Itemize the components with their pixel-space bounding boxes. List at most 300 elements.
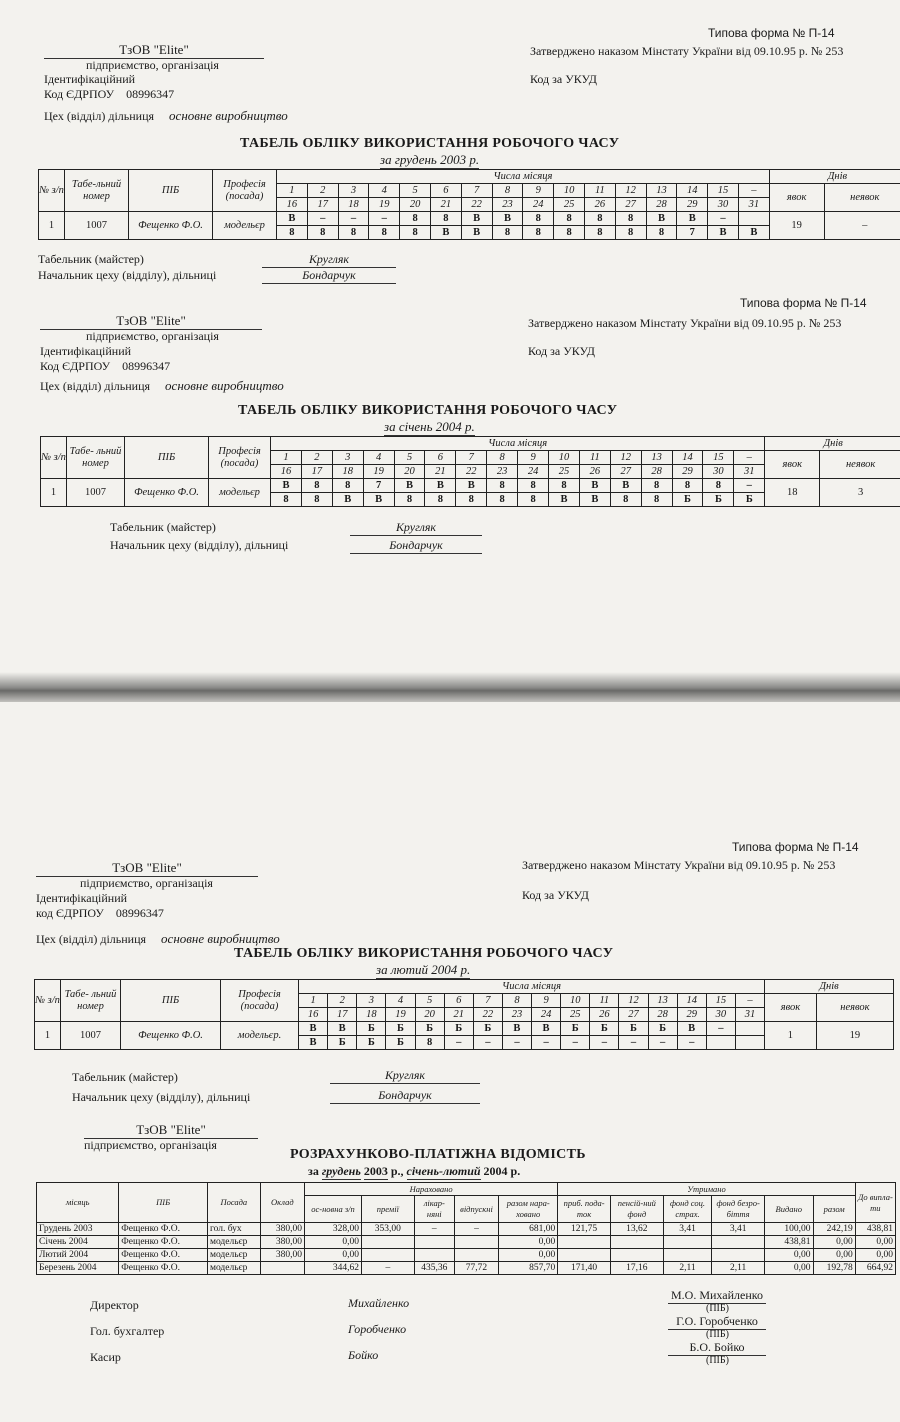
cell-total: 0,00 <box>499 1249 558 1262</box>
col-prof: Професія (посада) <box>213 170 277 212</box>
day-mark: – <box>561 1036 590 1050</box>
cell-tab: 1007 <box>65 212 129 240</box>
day-mark: Б <box>590 1022 619 1036</box>
cell-social: 3,41 <box>663 1223 712 1236</box>
dept-line <box>44 108 288 124</box>
approval-text: Затверджено наказом Мінстату України від 09.10.95 р. № 253 <box>522 858 836 872</box>
day-mark: Б <box>734 493 765 507</box>
cell-position: модельєр <box>207 1236 260 1249</box>
day-num: 31 <box>735 1008 764 1022</box>
period-month1: грудень <box>321 1164 361 1178</box>
day-num: 16 <box>277 198 308 212</box>
signer-role: Гол. бухгалтер <box>90 1324 165 1338</box>
employee-row <box>41 479 900 493</box>
day-num: 5 <box>394 451 425 465</box>
day-num: 27 <box>610 465 641 479</box>
day-mark: Б <box>415 1022 444 1036</box>
cell-position: модельєр <box>207 1249 260 1262</box>
cell-name: Фещенко Ф.О. <box>129 212 213 240</box>
day-num: 24 <box>523 198 554 212</box>
day-mark: 8 <box>277 226 308 240</box>
payroll-row <box>37 1236 896 1249</box>
cell-total: 857,70 <box>499 1262 558 1275</box>
cell-withheld: 0,00 <box>813 1249 855 1262</box>
day-mark: – <box>338 212 369 226</box>
day-mark: В <box>277 212 308 226</box>
approval-text: Затверджено наказом Мінстату України від 09.10.95 р. № 253 <box>528 316 842 330</box>
period-prefix: за <box>308 1164 319 1178</box>
col-unemp: фонд безро-біття <box>712 1196 765 1223</box>
day-mark: Б <box>561 1022 590 1036</box>
cell-name: Фещенко Ф.О. <box>119 1249 208 1262</box>
cell-unemp: 2,11 <box>712 1262 765 1275</box>
cell-total: 681,00 <box>499 1223 558 1236</box>
day-num: 10 <box>554 184 585 198</box>
col-days: Днів <box>765 980 894 994</box>
day-mark: – <box>590 1036 619 1050</box>
day-mark: – <box>369 212 400 226</box>
employee-row <box>35 1022 894 1036</box>
day-mark: 8 <box>400 212 431 226</box>
cell-unemp <box>712 1249 765 1262</box>
day-num: 9 <box>523 184 554 198</box>
day-num: 22 <box>473 1008 502 1022</box>
day-num: 20 <box>415 1008 444 1022</box>
cell-pension: 13,62 <box>610 1223 663 1236</box>
payroll-row <box>37 1249 896 1262</box>
chief-label: Начальник цеху (відділу), дільниці <box>110 538 289 552</box>
cell-name: Фещенко Ф.О. <box>119 1262 208 1275</box>
day-num: 3 <box>332 451 363 465</box>
day-mark: – <box>619 1036 648 1050</box>
day-mark: 8 <box>549 479 580 493</box>
col-days-month: Числа місяця <box>299 980 765 994</box>
cell-sick: – <box>414 1223 454 1236</box>
cell-present: 19 <box>769 212 824 240</box>
edrpou-line <box>40 359 170 374</box>
col-withheld: Утримано <box>558 1183 856 1196</box>
payroll-period <box>308 1164 520 1180</box>
day-mark <box>706 1036 735 1050</box>
day-mark: В <box>492 212 523 226</box>
day-mark: В <box>677 1022 706 1036</box>
day-mark <box>735 1036 764 1050</box>
payroll-row <box>37 1223 896 1236</box>
col-tab: Табе- льний номер <box>67 437 125 479</box>
cell-present: 18 <box>765 479 820 507</box>
col-days: Днів <box>765 437 900 451</box>
timekeeper-signature: Кругляк <box>262 252 396 268</box>
day-num: 26 <box>579 465 610 479</box>
cell-unemp: 3,41 <box>712 1223 765 1236</box>
cell-withheld: 192,78 <box>813 1262 855 1275</box>
day-num: 26 <box>590 1008 619 1022</box>
day-mark: 8 <box>430 212 461 226</box>
col-to-pay: До випла-ти <box>855 1183 895 1223</box>
chief-signature: Бондарчук <box>262 268 396 284</box>
day-mark: В <box>579 479 610 493</box>
day-num: 1 <box>271 451 302 465</box>
day-mark: – <box>502 1036 531 1050</box>
day-num: 3 <box>338 184 369 198</box>
day-num: 18 <box>338 198 369 212</box>
day-num: 4 <box>386 994 415 1008</box>
day-num: 19 <box>369 198 400 212</box>
dept-label: Цех (відділ) дільниця <box>40 379 151 393</box>
payroll-header-1 <box>37 1183 896 1196</box>
cell-month: Березень 2004 <box>37 1262 119 1275</box>
col-present: явок <box>769 184 824 212</box>
day-num: 10 <box>561 994 590 1008</box>
col-num: № з/п <box>39 170 65 212</box>
employee-row <box>39 212 900 226</box>
col-sick: лікар-няні <box>414 1196 454 1223</box>
day-mark: В <box>549 493 580 507</box>
day-num: 18 <box>357 1008 386 1022</box>
day-num: 12 <box>615 184 646 198</box>
day-num: 23 <box>492 198 523 212</box>
col-num: № з/п <box>41 437 67 479</box>
day-mark: 8 <box>584 226 615 240</box>
day-num: 14 <box>677 184 708 198</box>
pib-caption: (ПІБ) <box>706 1355 729 1366</box>
period-months2: січень-лютий <box>406 1164 481 1178</box>
cell-absent: 19 <box>816 1022 893 1050</box>
timesheet-period: за грудень 2003 р. <box>380 152 480 167</box>
header-row <box>35 980 894 994</box>
ident-label: Ідентифікаційний <box>36 891 128 905</box>
edrpou-value: 08996347 <box>126 87 175 101</box>
dept-value: основне виробництво <box>161 931 280 946</box>
col-pib: ПІБ <box>129 170 213 212</box>
day-num: 17 <box>328 1008 357 1022</box>
day-mark: В <box>271 479 302 493</box>
col-days-month: Числа місяця <box>271 437 765 451</box>
cell-social <box>663 1236 712 1249</box>
timekeeper-signature: Кругляк <box>330 1068 480 1084</box>
day-mark: Б <box>357 1022 386 1036</box>
timekeeper-label: Табельник (майстер) <box>38 252 144 266</box>
day-mark: 8 <box>369 226 400 240</box>
day-num: 30 <box>706 1008 735 1022</box>
payroll-row <box>37 1262 896 1275</box>
edrpou-label: Код ЄДРПОУ <box>40 359 111 373</box>
timesheet-title: ТАБЕЛЬ ОБЛІКУ ВИКОРИСТАННЯ РОБОЧОГО ЧАСУ <box>240 136 620 151</box>
day-mark: В <box>430 226 461 240</box>
pib-caption: (ПІБ) <box>706 1303 729 1314</box>
timesheet-period: за січень 2004 р. <box>384 419 475 434</box>
cell-total: 0,00 <box>499 1236 558 1249</box>
day-num: 19 <box>363 465 394 479</box>
timekeeper-label: Табельник (майстер) <box>110 520 216 534</box>
timesheet-title: ТАБЕЛЬ ОБЛІКУ ВИКОРИСТАННЯ РОБОЧОГО ЧАСУ <box>238 403 618 418</box>
day-mark: 8 <box>518 493 549 507</box>
day-num: 30 <box>708 198 739 212</box>
col-income-tax: приб. пода-ток <box>558 1196 611 1223</box>
day-num: 27 <box>619 1008 648 1022</box>
day-mark: 8 <box>492 226 523 240</box>
cell-main: 328,00 <box>305 1223 362 1236</box>
day-num: 31 <box>738 198 769 212</box>
col-absent: неявок <box>816 994 893 1022</box>
day-mark: 8 <box>703 479 734 493</box>
edrpou-label: Код ЄДРПОУ <box>44 87 115 101</box>
day-mark: В <box>299 1022 328 1036</box>
col-num: № з/п <box>35 980 61 1022</box>
cell-month: Січень 2004 <box>37 1236 119 1249</box>
day-num: 15 <box>706 994 735 1008</box>
chief-label: Начальник цеху (відділу), дільниці <box>72 1090 251 1104</box>
day-num: 11 <box>584 184 615 198</box>
cell-num: 1 <box>35 1022 61 1050</box>
cell-num: 1 <box>41 479 67 507</box>
day-num: 28 <box>646 198 677 212</box>
day-mark: В <box>738 226 769 240</box>
day-num: 5 <box>400 184 431 198</box>
col-salary: Оклад <box>260 1183 304 1223</box>
day-mark: – <box>444 1036 473 1050</box>
period-year2: 2004 <box>483 1164 508 1178</box>
cell-withheld: 242,19 <box>813 1223 855 1236</box>
cell-present: 1 <box>765 1022 817 1050</box>
cell-tax <box>558 1249 611 1262</box>
col-pension: пенсій-ний фонд <box>610 1196 663 1223</box>
day-mark: В <box>461 226 492 240</box>
cell-position: гол. бух <box>207 1223 260 1236</box>
org-name: ТзОВ "Elite" <box>40 313 262 330</box>
day-num: – <box>738 184 769 198</box>
col-total-acc: разом нара-ховано <box>499 1196 558 1223</box>
day-mark: 8 <box>425 493 456 507</box>
cell-salary: 380,00 <box>260 1223 304 1236</box>
day-mark: Б <box>703 493 734 507</box>
day-mark: – <box>648 1036 677 1050</box>
day-num: 20 <box>394 465 425 479</box>
day-num: 2 <box>307 184 338 198</box>
cell-tax: 171,40 <box>558 1262 611 1275</box>
col-prof: Професія (посада) <box>209 437 271 479</box>
day-mark: 8 <box>301 493 332 507</box>
cell-paid: 100,00 <box>765 1223 814 1236</box>
approval-text: Затверджено наказом Мінстату України від 09.10.95 р. № 253 <box>530 44 844 58</box>
signer-name: М.О. Михайленко <box>668 1288 766 1304</box>
day-mark: – <box>706 1022 735 1036</box>
cell-paid: 0,00 <box>765 1249 814 1262</box>
signer-role: Директор <box>90 1298 139 1312</box>
cell-main: 0,00 <box>305 1236 362 1249</box>
day-mark: Б <box>473 1022 502 1036</box>
day-num: 13 <box>641 451 672 465</box>
cell-sick: 435,36 <box>414 1262 454 1275</box>
ukud-label: Код за УКУД <box>522 888 589 902</box>
day-mark: В <box>579 493 610 507</box>
col-vacation: відпускні <box>454 1196 498 1223</box>
day-mark: 8 <box>415 1036 444 1050</box>
day-num: 9 <box>518 451 549 465</box>
cell-prof: модельєр <box>213 212 277 240</box>
day-num: 2 <box>328 994 357 1008</box>
cell-prof: модельєр <box>209 479 271 507</box>
org-name: ТзОВ "Elite" <box>36 860 258 877</box>
ukud-label: Код за УКУД <box>530 72 597 86</box>
col-month: місяць <box>37 1183 119 1223</box>
form-name: Типова форма № П-14 <box>732 840 859 854</box>
day-mark: 8 <box>394 493 425 507</box>
day-num: 29 <box>677 198 708 212</box>
day-mark: Б <box>386 1036 415 1050</box>
day-mark: 8 <box>338 226 369 240</box>
cell-paid: 0,00 <box>765 1262 814 1275</box>
day-mark: 8 <box>646 226 677 240</box>
day-mark: В <box>502 1022 531 1036</box>
day-num: 25 <box>554 198 585 212</box>
cell-bonus: – <box>361 1262 414 1275</box>
day-mark: 8 <box>641 479 672 493</box>
day-mark: 8 <box>271 493 302 507</box>
col-tab: Табе-льний номер <box>65 170 129 212</box>
day-num: 25 <box>561 1008 590 1022</box>
day-num: 1 <box>277 184 308 198</box>
col-days: Днів <box>769 170 900 184</box>
cell-vacation: – <box>454 1223 498 1236</box>
day-num: 7 <box>456 451 487 465</box>
payroll-table <box>36 1182 896 1275</box>
day-num: 16 <box>271 465 302 479</box>
page-fold-shadow <box>0 672 900 706</box>
col-paid: Видано <box>765 1196 814 1223</box>
day-mark: 8 <box>518 479 549 493</box>
cell-pension <box>610 1236 663 1249</box>
day-num: 25 <box>549 465 580 479</box>
day-num: 6 <box>430 184 461 198</box>
day-num: 17 <box>307 198 338 212</box>
day-mark: 8 <box>523 212 554 226</box>
cell-tab: 1007 <box>61 1022 121 1050</box>
day-mark: 8 <box>307 226 338 240</box>
day-num: 23 <box>487 465 518 479</box>
day-mark: 8 <box>615 212 646 226</box>
day-num: 14 <box>672 451 703 465</box>
cell-pension <box>610 1249 663 1262</box>
period-suffix: р. <box>510 1164 521 1178</box>
day-num: 5 <box>415 994 444 1008</box>
day-mark: 7 <box>363 479 394 493</box>
header-row <box>39 170 900 184</box>
day-num: 20 <box>400 198 431 212</box>
cell-vacation <box>454 1236 498 1249</box>
dept-line <box>36 931 280 947</box>
cell-to_pay: 664,92 <box>855 1262 895 1275</box>
day-mark: 7 <box>677 226 708 240</box>
signer-signature: Горобченко <box>348 1322 407 1336</box>
day-mark: В <box>456 479 487 493</box>
day-num: 17 <box>301 465 332 479</box>
period-middle: р., <box>390 1164 404 1178</box>
col-bonus: премії <box>361 1196 414 1223</box>
form-name: Типова форма № П-14 <box>740 296 867 310</box>
day-num: – <box>734 451 765 465</box>
col-present: явок <box>765 451 820 479</box>
org-name: ТзОВ "Elite" <box>44 42 264 59</box>
day-num: 12 <box>610 451 641 465</box>
cell-salary <box>260 1262 304 1275</box>
timesheet-title: ТАБЕЛЬ ОБЛІКУ ВИКОРИСТАННЯ РОБОЧОГО ЧАСУ <box>234 946 614 961</box>
signer-signature: Бойко <box>348 1348 379 1362</box>
cell-name: Фещенко Ф.О. <box>119 1236 208 1249</box>
day-num: 16 <box>299 1008 328 1022</box>
day-mark <box>735 1022 764 1036</box>
col-total-wh: разом <box>813 1196 855 1223</box>
col-tab: Табе- льний номер <box>61 980 121 1022</box>
col-main: ос-новна з/п <box>305 1196 362 1223</box>
day-num: 3 <box>357 994 386 1008</box>
edrpou-label: код ЄДРПОУ <box>36 906 104 920</box>
day-mark: В <box>299 1036 328 1050</box>
day-mark: 8 <box>641 493 672 507</box>
cell-salary: 380,00 <box>260 1236 304 1249</box>
day-mark: Б <box>672 493 703 507</box>
col-days-month: Числа місяця <box>277 170 770 184</box>
cell-absent: 3 <box>820 479 900 507</box>
day-num: 15 <box>703 451 734 465</box>
col-pib: ПІБ <box>119 1183 208 1223</box>
dept-value: основне виробництво <box>169 108 288 123</box>
day-mark: 8 <box>554 226 585 240</box>
day-mark: – <box>708 212 739 226</box>
cell-num: 1 <box>39 212 65 240</box>
day-num: 4 <box>369 184 400 198</box>
day-num: 12 <box>619 994 648 1008</box>
day-mark: 8 <box>672 479 703 493</box>
col-accrued: Нараховано <box>305 1183 558 1196</box>
org-caption: підприємство, організація <box>84 1138 217 1152</box>
day-mark: – <box>307 212 338 226</box>
col-absent: неявок <box>820 451 900 479</box>
day-mark: В <box>708 226 739 240</box>
cell-sick <box>414 1236 454 1249</box>
day-mark: 8 <box>487 479 518 493</box>
payroll-title: РОЗРАХУНКОВО-ПЛАТІЖНА ВІДОМІСТЬ <box>290 1147 586 1162</box>
timesheet-table <box>34 979 894 1050</box>
ident-label: Ідентифікаційний <box>40 344 132 358</box>
day-mark: Б <box>386 1022 415 1036</box>
timesheet-table <box>40 436 900 507</box>
day-mark: Б <box>648 1022 677 1036</box>
document-page-bottom <box>0 702 900 1422</box>
day-mark: Б <box>619 1022 648 1036</box>
cell-bonus <box>361 1249 414 1262</box>
day-mark: 8 <box>554 212 585 226</box>
day-mark: В <box>610 479 641 493</box>
day-mark: В <box>394 479 425 493</box>
pib-caption: (ПІБ) <box>706 1329 729 1340</box>
day-mark: 8 <box>400 226 431 240</box>
col-social: фонд соц. страх. <box>663 1196 712 1223</box>
day-num: 10 <box>549 451 580 465</box>
timekeeper-label: Табельник (майстер) <box>72 1070 178 1084</box>
cell-tax <box>558 1236 611 1249</box>
cell-position: модельєр <box>207 1262 260 1275</box>
day-mark: – <box>677 1036 706 1050</box>
day-mark <box>738 212 769 226</box>
day-num: 28 <box>641 465 672 479</box>
cell-social <box>663 1249 712 1262</box>
day-mark: Б <box>357 1036 386 1050</box>
cell-vacation <box>454 1249 498 1262</box>
day-num: 26 <box>584 198 615 212</box>
day-mark: В <box>332 493 363 507</box>
day-mark: 8 <box>487 493 518 507</box>
